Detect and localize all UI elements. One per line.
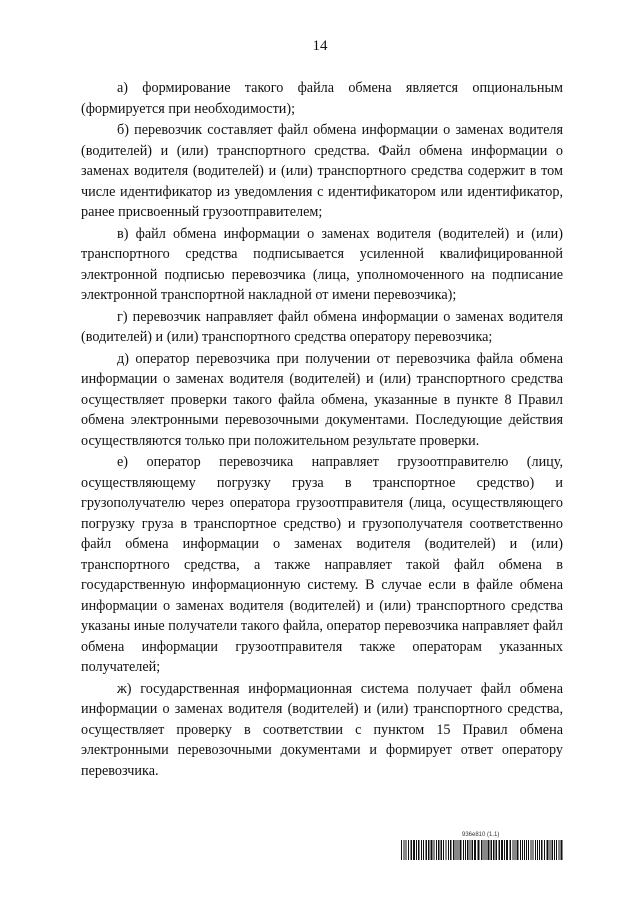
barcode-bar bbox=[436, 840, 437, 860]
barcode-bar bbox=[486, 840, 487, 860]
barcode-bar bbox=[544, 840, 545, 860]
barcode-bar bbox=[428, 840, 430, 860]
barcode-bar bbox=[474, 840, 476, 860]
barcode-bar bbox=[453, 840, 455, 860]
barcode-bar bbox=[491, 840, 493, 860]
barcode-bar bbox=[421, 840, 422, 860]
paragraph-e: е) оператор перевозчика направляет грузоотправителю (лицу, осуществляющему погрузку груза в транспортное средство) и грузополучателю через оператора грузоотправителя (лица, осуществляющего погрузку груза в транспортное средство) и грузополучателя соответственно файл обмена информации о заменах водителя (водителей) и (или) транспортного средства, а также направляет такой файл обмена в государственную информационную систему. В случае если в файле обмена информации о заменах водителя (водителей) и (или) транспортного средства указаны иные получатели такого файла, оператор перевозчика направляет файл обмена информации грузоотправителя также операторам указанных получателей; bbox=[81, 454, 563, 675]
barcode-bar bbox=[423, 840, 424, 860]
barcode-bar bbox=[411, 840, 413, 860]
barcode-bar bbox=[510, 840, 512, 860]
barcode-bar bbox=[520, 840, 521, 860]
barcode-bar bbox=[526, 840, 527, 860]
barcode-bar bbox=[450, 840, 452, 860]
barcode-bar bbox=[522, 840, 523, 860]
paragraph-v: в) файл обмена информации о заменах водителя (водителей) и (или) транспортного средства подписывается усиленной квалифицированной электронной подписью перевозчика (лица, уполномоченного на подписание электронной транспортной накладной от имени перевозчика); bbox=[81, 225, 563, 303]
barcode-bar bbox=[488, 840, 490, 860]
barcode-bar bbox=[533, 840, 534, 860]
barcode-bar bbox=[460, 840, 462, 860]
barcode-bar bbox=[499, 840, 501, 860]
barcode-bar bbox=[550, 840, 551, 860]
barcode-bar bbox=[531, 840, 532, 860]
barcode-bar bbox=[465, 840, 466, 860]
paragraph-d: д) оператор перевозчика при получении от перевозчика файла обмена информации о заменах водителя (водителей) и (или) транспортного средства осуществляет проверки такого файла обмена, указанные в пункте 8 Правил обмена электронными перевозочными документами. Последующие действия осуществляются только при положительном результате проверки. bbox=[81, 350, 563, 449]
barcode-bar bbox=[559, 840, 560, 860]
barcode-bar bbox=[554, 840, 555, 860]
barcode-bar bbox=[446, 840, 447, 860]
barcode-bar bbox=[541, 840, 543, 860]
barcode-bar bbox=[418, 840, 420, 860]
barcode-bar bbox=[470, 840, 471, 860]
barcode-bar bbox=[506, 840, 508, 860]
barcode-bar bbox=[496, 840, 498, 860]
barcode-bar bbox=[448, 840, 449, 860]
barcode-bar bbox=[434, 840, 435, 860]
barcode-bar bbox=[404, 840, 405, 860]
barcode-bar bbox=[513, 840, 514, 860]
barcode-bar bbox=[501, 840, 503, 860]
barcode-bar bbox=[547, 840, 549, 860]
barcode-bar bbox=[443, 840, 444, 860]
barcode-bar bbox=[481, 840, 483, 860]
document-code: 936е810 (1.1) bbox=[462, 832, 500, 838]
barcode-bar bbox=[478, 840, 480, 860]
barcode-bar bbox=[401, 840, 402, 860]
barcode-bar bbox=[504, 840, 505, 860]
paragraph-b: б) перевозчик составляет файл обмена информации о заменах водителя (водителей) и (или) транспортного средства. Файл обмена информации о заменах водителя (водителей) и (или) транспортного средства содержит в том числе идентификатор из уведомления с идентификатором или идентификатор, ранее присвоенный грузоотправителем; bbox=[81, 122, 563, 220]
page-number: 14 bbox=[312, 38, 328, 54]
barcode-bar bbox=[438, 840, 440, 860]
barcode-bar bbox=[515, 840, 516, 860]
barcode-bar bbox=[441, 840, 443, 860]
barcode-bar bbox=[552, 840, 554, 860]
paragraph-a: а) формирование такого файла обмена является опциональным (формируется при необходимости); bbox=[81, 80, 563, 117]
barcode-bar bbox=[467, 840, 469, 860]
barcode-bar bbox=[537, 840, 538, 860]
barcode-bar bbox=[431, 840, 433, 860]
barcode-bar bbox=[517, 840, 519, 860]
barcode-bar bbox=[413, 840, 415, 860]
barcode-bar bbox=[406, 840, 407, 860]
document-body bbox=[81, 78, 563, 781]
barcode-bar bbox=[416, 840, 417, 860]
paragraph-g: г) перевозчик направляет файл обмена информации о заменах водителя (водителей) и (или) транспортного средства оператору перевозчика; bbox=[81, 308, 563, 345]
barcode-icon bbox=[401, 840, 563, 860]
barcode-bar bbox=[556, 840, 557, 860]
barcode-bar bbox=[458, 840, 459, 860]
barcode-bar bbox=[535, 840, 536, 860]
barcode-bar bbox=[456, 840, 457, 860]
barcode-bar bbox=[528, 840, 529, 860]
barcode-bar bbox=[408, 840, 409, 860]
barcode-bar bbox=[524, 840, 525, 860]
barcode-bar bbox=[539, 840, 540, 860]
barcode-bar bbox=[472, 840, 474, 860]
barcode-bar bbox=[493, 840, 495, 860]
barcode-bar bbox=[463, 840, 464, 860]
barcode-bar bbox=[561, 840, 563, 860]
barcode-bar bbox=[426, 840, 428, 860]
barcode-bar bbox=[484, 840, 485, 860]
paragraph-zh: ж) государственная информационная система получает файл обмена информации о заменах водителя (водителей) и (или) транспортного средства, осуществляет проверку в соответствии с пунктом 15 Правил обмена электронными перевозочными документами и формирует ответ оператору перевозчика. bbox=[81, 680, 563, 779]
